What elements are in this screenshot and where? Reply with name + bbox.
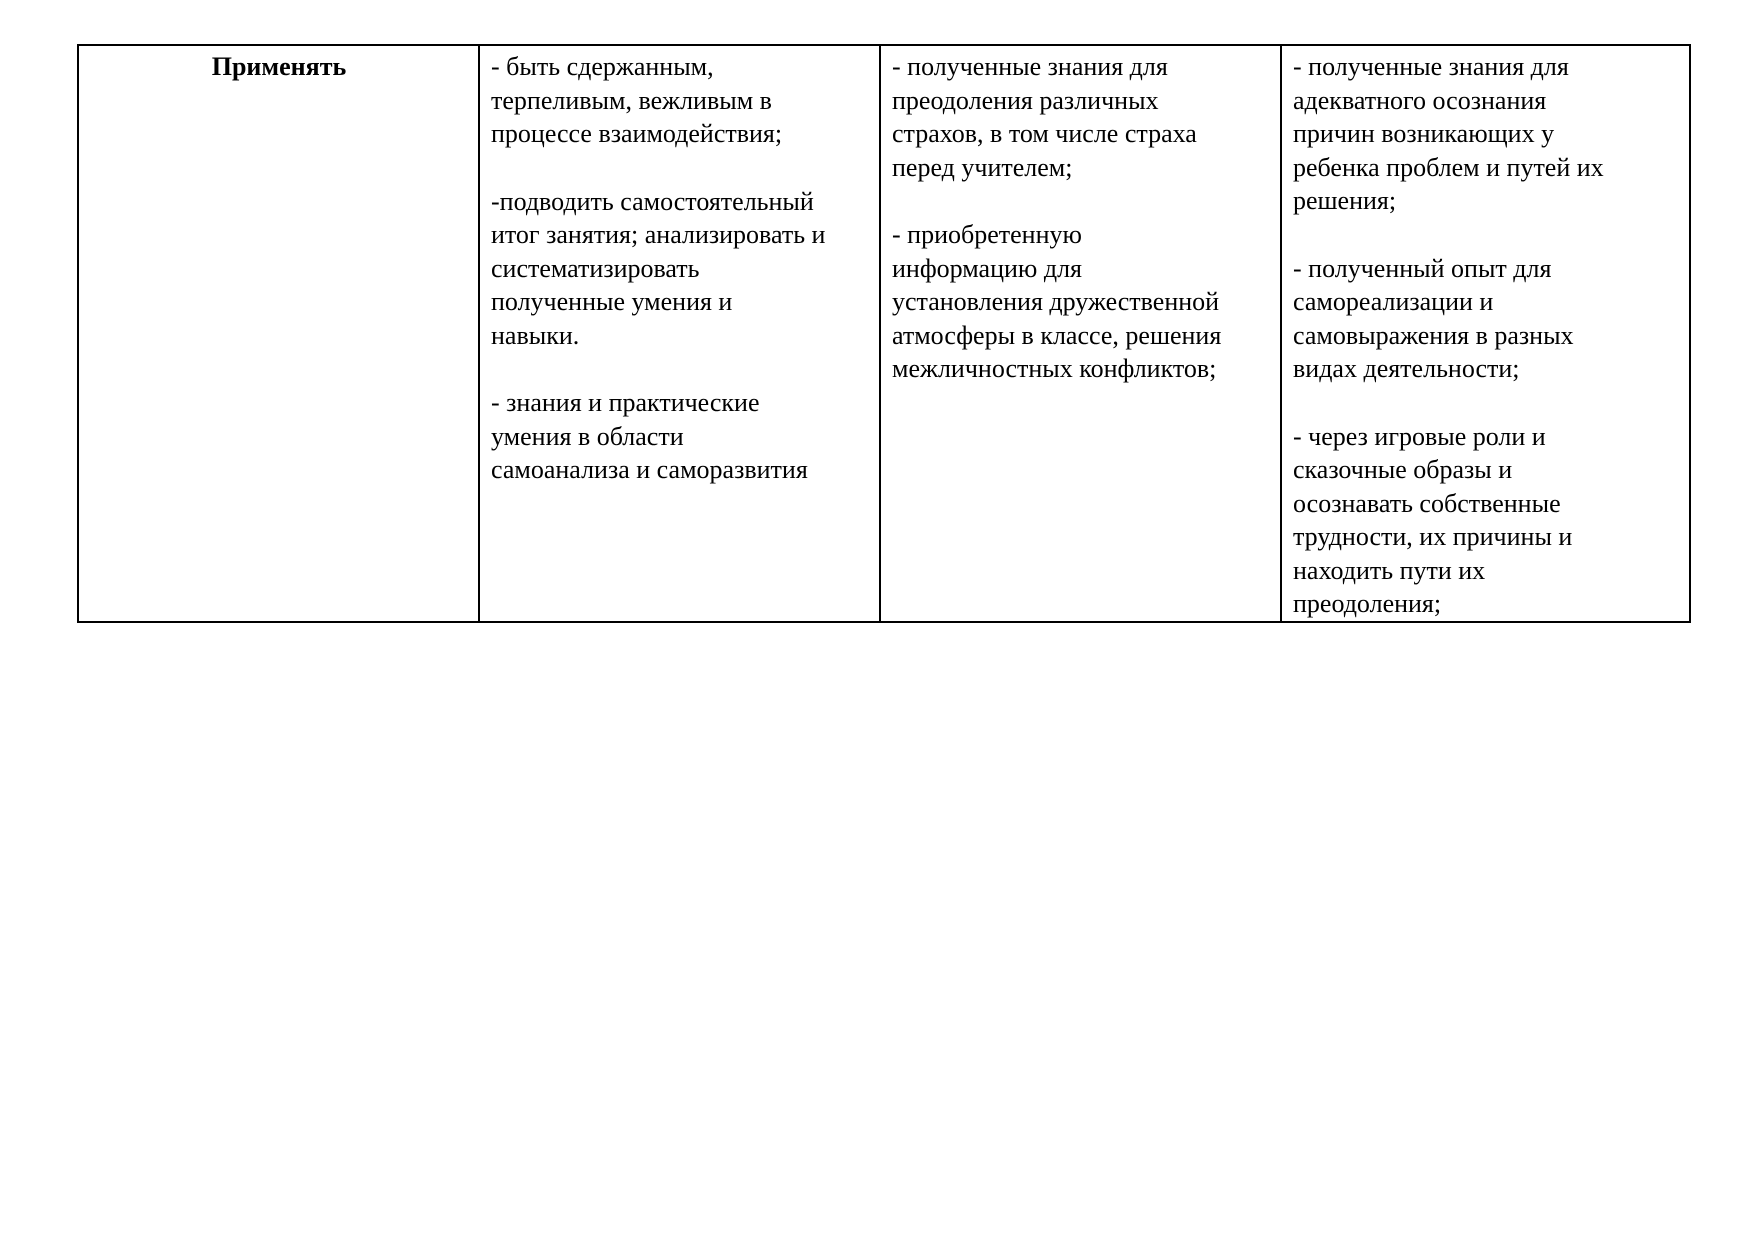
cell-paragraph: - полученные знания для преодоления различных страхов, в том числе страха перед учителем; xyxy=(892,52,1197,182)
cell-paragraph: -подводить самостоятельный итог занятия; анализировать и систематизировать полученные умения и навыки. xyxy=(491,186,826,350)
competency-table xyxy=(77,44,1691,623)
cell-paragraph: - быть сдержанным, терпеливым, вежливым в процессе взаимодействия; xyxy=(491,52,783,148)
cell-paragraph: - через игровые роли и сказочные образы и осознавать собственные трудности, их причины и находить пути их преодоления; xyxy=(1293,421,1573,618)
column-cell-1 xyxy=(479,45,880,622)
cell-paragraph: - приобретенную информацию для установления дружественной атмосферы в классе, решения межличностных конфликтов; xyxy=(892,220,1222,383)
row-label-cell xyxy=(78,45,479,622)
column-cell-2 xyxy=(880,45,1281,622)
cell-paragraph: - полученные знания для адекватного осознания причин возникающих у ребенка проблем и путей их решения; xyxy=(1293,52,1604,215)
cell-paragraph: - знания и практические умения в области самоанализа и саморазвития xyxy=(491,388,808,484)
row-label: Применять xyxy=(211,52,347,81)
cell-paragraph: - полученный опыт для самореализации и самовыражения в разных видах деятельности; xyxy=(1293,253,1574,383)
table-row xyxy=(78,45,1690,622)
column-cell-3 xyxy=(1281,45,1690,622)
